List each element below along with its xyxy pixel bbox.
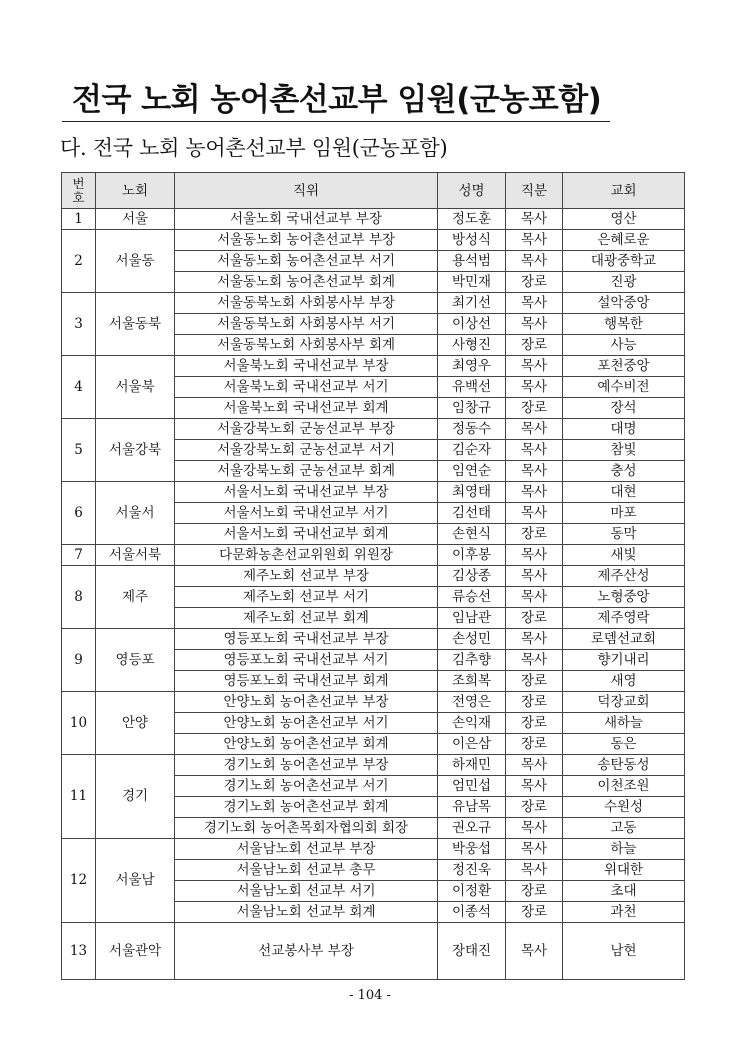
officer-name: 김상종 (438, 566, 506, 587)
officer-church: 제주산성 (563, 566, 685, 587)
officer-church: 이천조원 (563, 776, 685, 797)
table-row (62, 545, 685, 566)
officer-church: 동막 (563, 524, 685, 545)
officer-church: 로뎀선교회 (563, 629, 685, 650)
officer-office: 목사 (506, 650, 563, 671)
officer-office: 목사 (506, 293, 563, 314)
presbytery-number: 8 (62, 566, 96, 629)
presbytery-name: 제주 (96, 566, 175, 629)
header-presbytery: 노회 (96, 173, 175, 209)
officer-position: 서울동노회 농어촌선교부 회계 (175, 272, 438, 293)
presbytery-number: 6 (62, 482, 96, 545)
officer-office: 장로 (506, 692, 563, 713)
presbytery-name: 안양 (96, 692, 175, 755)
presbytery-name: 서울동 (96, 230, 175, 293)
officer-church: 향기내리 (563, 650, 685, 671)
officer-church: 새빛 (563, 545, 685, 566)
officer-name: 손성민 (438, 629, 506, 650)
presbytery-number: 13 (62, 923, 96, 980)
officer-office: 장로 (506, 524, 563, 545)
table-body (62, 209, 685, 980)
officer-church: 행복한 (563, 314, 685, 335)
officer-position: 경기노회 농어촌목회자협의회 회장 (175, 818, 438, 839)
officer-church: 사능 (563, 335, 685, 356)
officer-office: 목사 (506, 776, 563, 797)
officer-position: 서울북노회 국내선교부 부장 (175, 356, 438, 377)
officer-position: 영등포노회 국내선교부 서기 (175, 650, 438, 671)
header-number: 번 호 (62, 173, 96, 209)
officer-name: 장태진 (438, 923, 506, 980)
officer-church: 수원성 (563, 797, 685, 818)
officer-position: 서울노회 국내선교부 부장 (175, 209, 438, 230)
presbytery-number: 9 (62, 629, 96, 692)
header-name: 성명 (438, 173, 506, 209)
table-row (62, 566, 685, 587)
officer-office: 장로 (506, 881, 563, 902)
table-row (62, 923, 685, 980)
officer-name: 임남관 (438, 608, 506, 629)
officer-position: 서울남노회 선교부 서기 (175, 881, 438, 902)
officer-position: 서울북노회 국내선교부 회계 (175, 398, 438, 419)
officer-position: 경기노회 농어촌선교부 회계 (175, 797, 438, 818)
officer-church: 위대한 (563, 860, 685, 881)
officer-office: 목사 (506, 482, 563, 503)
officer-position: 서울서노회 국내선교부 부장 (175, 482, 438, 503)
table-row (62, 209, 685, 230)
officer-church: 새하늘 (563, 713, 685, 734)
officer-name: 이은삼 (438, 734, 506, 755)
officer-position: 서울동북노회 사회봉사부 부장 (175, 293, 438, 314)
officer-name: 유남목 (438, 797, 506, 818)
header-position: 직위 (175, 173, 438, 209)
officer-position: 서울남노회 선교부 총무 (175, 860, 438, 881)
officer-church: 포천중앙 (563, 356, 685, 377)
officer-position: 선교봉사부 부장 (175, 923, 438, 980)
officer-office: 목사 (506, 377, 563, 398)
officer-church: 마포 (563, 503, 685, 524)
officer-name: 정도훈 (438, 209, 506, 230)
presbytery-name: 서울북 (96, 356, 175, 419)
table-row (62, 629, 685, 650)
page-number: - 104 - (349, 988, 391, 1003)
officer-church: 초대 (563, 881, 685, 902)
officer-name: 권오규 (438, 818, 506, 839)
officer-position: 제주노회 선교부 서기 (175, 587, 438, 608)
officer-position: 서울남노회 선교부 부장 (175, 839, 438, 860)
officer-name: 임연순 (438, 461, 506, 482)
officer-position: 다문화농촌선교위원회 위원장 (175, 545, 438, 566)
officer-church: 충성 (563, 461, 685, 482)
presbytery-name: 서울동북 (96, 293, 175, 356)
officer-position: 안양노회 농어촌선교부 회계 (175, 734, 438, 755)
officer-name: 임창규 (438, 398, 506, 419)
officer-name: 최영태 (438, 482, 506, 503)
table-row (62, 293, 685, 314)
officer-church: 남현 (563, 923, 685, 980)
officer-church: 과천 (563, 902, 685, 923)
officer-office: 목사 (506, 419, 563, 440)
officer-office: 목사 (506, 755, 563, 776)
officer-name: 손현식 (438, 524, 506, 545)
presbytery-number: 1 (62, 209, 96, 230)
officer-name: 엄민섭 (438, 776, 506, 797)
presbytery-number: 10 (62, 692, 96, 755)
officer-name: 이정환 (438, 881, 506, 902)
officer-office: 목사 (506, 461, 563, 482)
officer-office: 장로 (506, 734, 563, 755)
officer-office: 목사 (506, 818, 563, 839)
officer-office: 목사 (506, 251, 563, 272)
presbytery-name: 서울강북 (96, 419, 175, 482)
officer-office: 목사 (506, 545, 563, 566)
officer-position: 서울서노회 국내선교부 회계 (175, 524, 438, 545)
presbytery-number: 2 (62, 230, 96, 293)
officer-position: 서울강북노회 군농선교부 회계 (175, 461, 438, 482)
officer-office: 장로 (506, 713, 563, 734)
officer-church: 설악중앙 (563, 293, 685, 314)
presbytery-name: 서울서 (96, 482, 175, 545)
officer-position: 안양노회 농어촌선교부 부장 (175, 692, 438, 713)
officer-name: 유백선 (438, 377, 506, 398)
table-row (62, 839, 685, 860)
presbytery-name: 서울남 (96, 839, 175, 923)
officer-office: 목사 (506, 629, 563, 650)
officers-table (61, 172, 685, 980)
officer-church: 대광중학교 (563, 251, 685, 272)
officer-name: 하재민 (438, 755, 506, 776)
officer-position: 안양노회 농어촌선교부 서기 (175, 713, 438, 734)
officer-church: 새영 (563, 671, 685, 692)
officer-position: 서울남노회 선교부 회계 (175, 902, 438, 923)
officer-church: 송탄동성 (563, 755, 685, 776)
officer-church: 덕장교회 (563, 692, 685, 713)
officer-position: 서울동북노회 사회봉사부 회계 (175, 335, 438, 356)
officer-position: 영등포노회 국내선교부 회계 (175, 671, 438, 692)
officer-name: 박웅섭 (438, 839, 506, 860)
officer-church: 영산 (563, 209, 685, 230)
officer-name: 김추향 (438, 650, 506, 671)
table-row (62, 755, 685, 776)
officer-position: 서울강북노회 군농선교부 서기 (175, 440, 438, 461)
header-church: 교회 (563, 173, 685, 209)
presbytery-name: 서울관악 (96, 923, 175, 980)
presbytery-name: 서울서북 (96, 545, 175, 566)
table-row (62, 419, 685, 440)
table-row (62, 692, 685, 713)
officer-church: 노형중앙 (563, 587, 685, 608)
officer-name: 류승선 (438, 587, 506, 608)
officer-name: 사형진 (438, 335, 506, 356)
officer-position: 서울동노회 농어촌선교부 서기 (175, 251, 438, 272)
header-office: 직분 (506, 173, 563, 209)
officer-name: 김선태 (438, 503, 506, 524)
officer-position: 서울북노회 국내선교부 서기 (175, 377, 438, 398)
officer-church: 하늘 (563, 839, 685, 860)
table-row (62, 230, 685, 251)
officer-name: 이종석 (438, 902, 506, 923)
officer-office: 목사 (506, 503, 563, 524)
officer-office: 장로 (506, 902, 563, 923)
officer-name: 조희복 (438, 671, 506, 692)
officer-name: 이후봉 (438, 545, 506, 566)
officer-office: 목사 (506, 440, 563, 461)
table-row (62, 356, 685, 377)
presbytery-name: 서울 (96, 209, 175, 230)
officer-position: 서울강북노회 군농선교부 부장 (175, 419, 438, 440)
officer-office: 목사 (506, 230, 563, 251)
officer-name: 정진욱 (438, 860, 506, 881)
officer-office: 목사 (506, 860, 563, 881)
officer-office: 장로 (506, 671, 563, 692)
officer-office: 목사 (506, 356, 563, 377)
officer-name: 박민재 (438, 272, 506, 293)
officer-position: 제주노회 선교부 부장 (175, 566, 438, 587)
officer-position: 서울서노회 국내선교부 서기 (175, 503, 438, 524)
officer-church: 고동 (563, 818, 685, 839)
table-header-row (62, 173, 685, 209)
presbytery-number: 5 (62, 419, 96, 482)
officer-position: 제주노회 선교부 회계 (175, 608, 438, 629)
officer-church: 동은 (563, 734, 685, 755)
officer-office: 목사 (506, 923, 563, 980)
presbytery-number: 11 (62, 755, 96, 839)
presbytery-number: 12 (62, 839, 96, 923)
officer-office: 목사 (506, 209, 563, 230)
presbytery-name: 경기 (96, 755, 175, 839)
officer-church: 은혜로운 (563, 230, 685, 251)
officer-church: 진광 (563, 272, 685, 293)
officer-name: 김순자 (438, 440, 506, 461)
officer-office: 목사 (506, 839, 563, 860)
officer-church: 대명 (563, 419, 685, 440)
document-title: 전국 노회 농어촌선교부 임원(군농포함) (72, 82, 602, 118)
officer-name: 용석범 (438, 251, 506, 272)
officer-office: 장로 (506, 335, 563, 356)
presbytery-number: 7 (62, 545, 96, 566)
officer-church: 장석 (563, 398, 685, 419)
officer-position: 경기노회 농어촌선교부 부장 (175, 755, 438, 776)
officer-church: 참빛 (563, 440, 685, 461)
officer-office: 목사 (506, 314, 563, 335)
officer-church: 제주영락 (563, 608, 685, 629)
officer-position: 서울동북노회 사회봉사부 서기 (175, 314, 438, 335)
officer-name: 최영우 (438, 356, 506, 377)
officer-office: 장로 (506, 272, 563, 293)
officer-office: 목사 (506, 587, 563, 608)
section-subtitle: 다. 전국 노회 농어촌선교부 임원(군농포함) (60, 136, 448, 160)
officer-name: 정동수 (438, 419, 506, 440)
officer-office: 장로 (506, 797, 563, 818)
officer-name: 손익재 (438, 713, 506, 734)
officer-church: 예수비전 (563, 377, 685, 398)
table-row (62, 482, 685, 503)
officer-position: 경기노회 농어촌선교부 서기 (175, 776, 438, 797)
presbytery-number: 3 (62, 293, 96, 356)
officer-name: 이상선 (438, 314, 506, 335)
officer-position: 서울동노회 농어촌선교부 부장 (175, 230, 438, 251)
officer-name: 최기선 (438, 293, 506, 314)
officer-office: 목사 (506, 566, 563, 587)
officer-office: 장로 (506, 608, 563, 629)
officer-name: 전영은 (438, 692, 506, 713)
officer-church: 대현 (563, 482, 685, 503)
officer-position: 영등포노회 국내선교부 부장 (175, 629, 438, 650)
officer-name: 방성식 (438, 230, 506, 251)
presbytery-number: 4 (62, 356, 96, 419)
presbytery-name: 영등포 (96, 629, 175, 692)
officer-office: 장로 (506, 398, 563, 419)
title-divider (62, 121, 610, 122)
